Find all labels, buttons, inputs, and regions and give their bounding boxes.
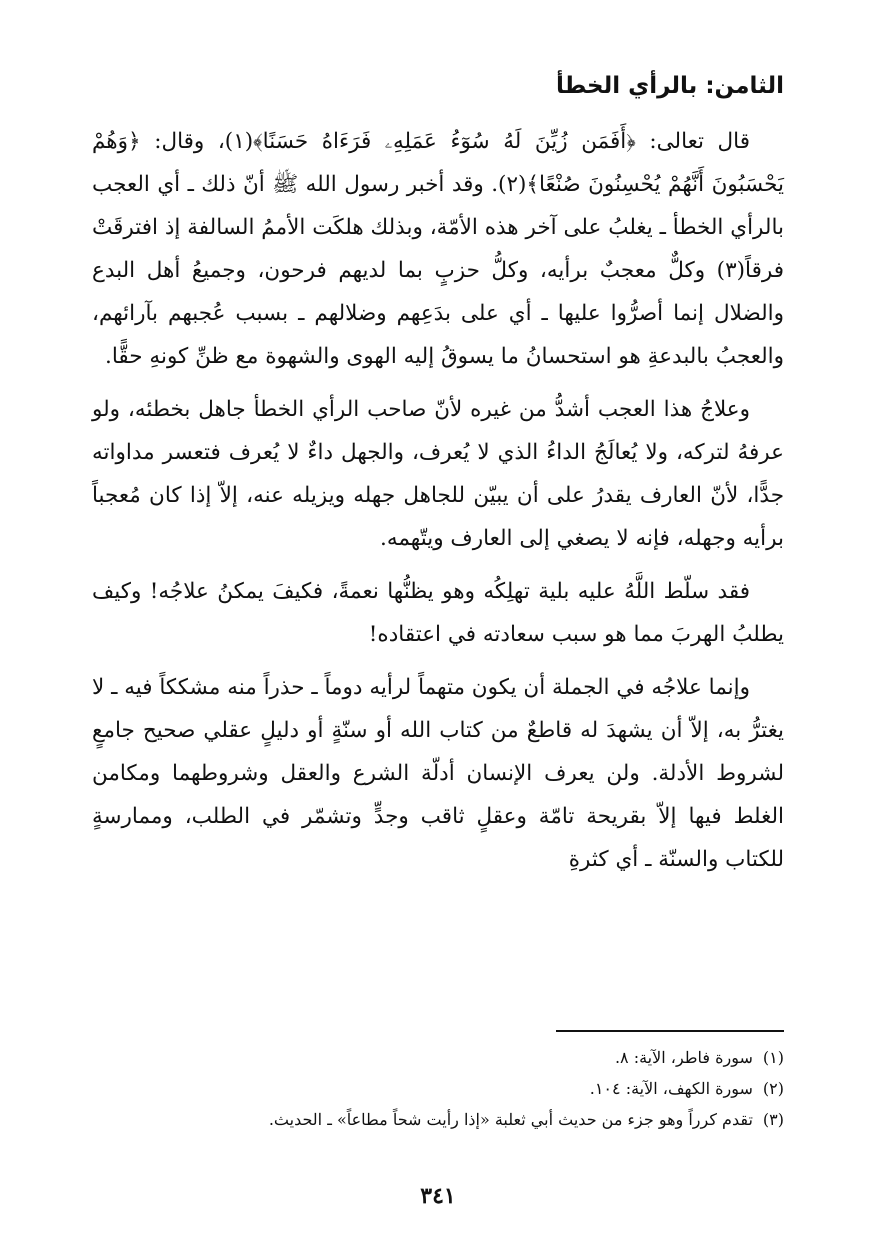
footnote-text: سورة الكهف، الآية: ١٠٤.	[589, 1079, 753, 1098]
paragraph-2: وعلاجُ هذا العجب أشدُّ من غيره لأنّ صاحب الرأي الخطأ جاهل بخطئه، ولو عرفهُ لتركه، ولا يُعالَجُ الداءُ الذي لا يُعرف، والجهل داءٌ لا يُعرف فتعسر مداواته جدًّا، لأنّ العارف يقدرُ على أن يبيّن للجاهل جهله ويزيله عنه، إلاّ إذا كان مُعجباً برأيه وجهله، فإنه لا يصغي إلى العارف ويتّهمه.	[92, 397, 784, 551]
paragraph-3: فقد سلّط اللَّهُ عليه بلية تهلِكُه وهو يظنُّها نعمةً، فكيفَ يمكنُ علاجُه! وكيف يطلبُ الهربَ مما هو سبب سعادته في اعتقاده!	[92, 579, 784, 647]
footnote-text: سورة فاطر، الآية: ٨.	[614, 1048, 753, 1067]
book-page	[92, 0, 784, 1248]
page-number: ٣٤١	[420, 1183, 456, 1209]
footnote-3	[92, 1104, 784, 1135]
paragraph-1: قال تعالى: ﴿أَفَمَن زُيِّنَ لَهُ سُوٓءُ عَمَلِهِۦ فَرَءَاهُ حَسَنًا﴾(١)، وقال: ﴿وَهُمْ يَحْسَبُونَ أَنَّهُمْ يُحْسِنُونَ صُنْعًا﴾(٢). وقد أخبر رسول الله ﷺ أنّ ذلك ـ أي العجب بالرأي الخطأ ـ يغلبُ على آخر هذه الأمّة، وبذلك هلكَت الأممُ السالفة إذ افترقَتْ فرقاً(٣) وكلٌّ معجبٌ برأيه، وكلُّ حزبٍ بما لديهم فرحون، وجميعُ أهل البدع والضلال إنما أصرُّوا عليها ـ أي على بدَعِهم وضلالهم ـ بسبب عُجبهم بآرائهم، والعجبُ بالبدعةِ هو استحسانُ ما يسوقُ إليه الهوى والشهوة مع ظنِّ كونهِ حقًّا.	[92, 129, 784, 369]
footnote-divider	[556, 1030, 784, 1032]
footnote-number: (٢)	[762, 1079, 784, 1098]
section-heading: الثامن: بالرأي الخطأ	[555, 73, 784, 99]
footnote-text: تقدم كرراً وهو جزء من حديث أبي ثعلبة «إذا رأيت شحاً مطاعاً» ـ الحديث.	[268, 1110, 753, 1129]
footnotes	[92, 1042, 784, 1135]
footnote-2	[92, 1073, 784, 1104]
footnote-1	[92, 1042, 784, 1073]
footnote-number: (٣)	[762, 1110, 784, 1129]
body-text	[92, 120, 784, 891]
footnote-number: (١)	[762, 1048, 784, 1067]
paragraph-4: وإنما علاجُه في الجملة أن يكون متهماً لرأيه دوماً ـ حذراً منه مشككاً فيه ـ لا يغترُّ به، إلاّ أن يشهدَ له قاطعٌ من كتاب الله أو سنّةٍ أو دليلٍ عقلي صحيح جامعٍ لشروط الأدلة. ولن يعرف الإنسان أدلّة الشرع والعقل وشروطهما ومكامن الغلط فيها إلاّ بقريحة تامّة وعقلٍ ثاقب وجدٍّ وتشمّر في الطلب، وممارسةٍ للكتاب والسنّة ـ أي كثرةِ	[92, 675, 784, 872]
